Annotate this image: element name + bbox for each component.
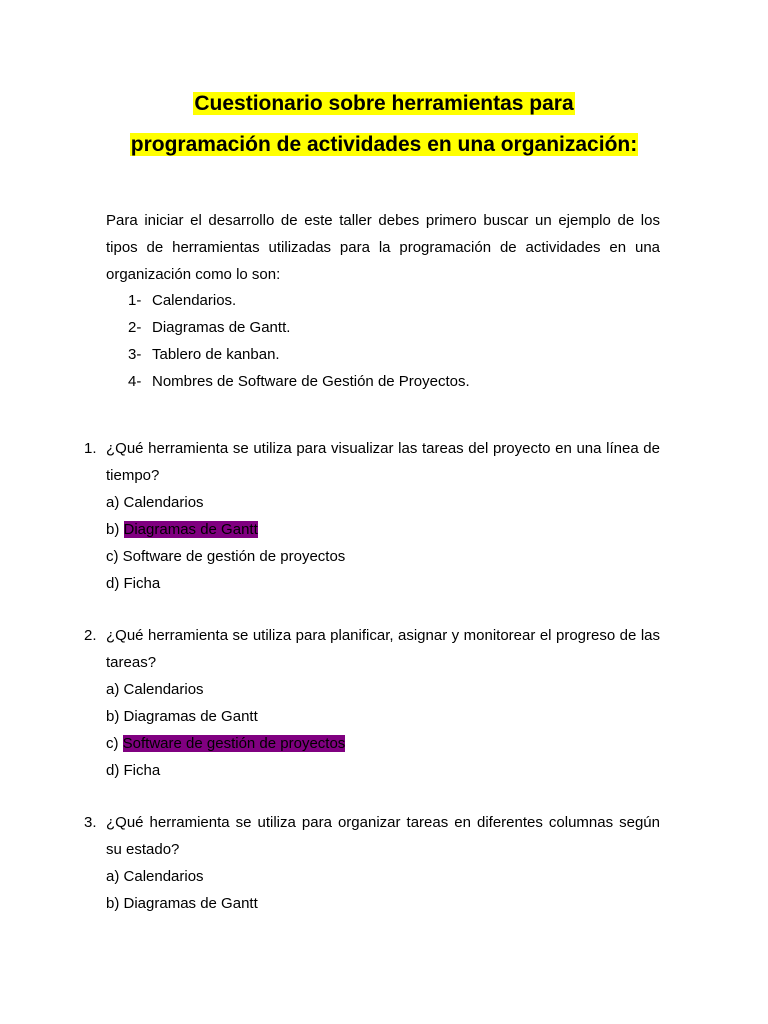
answer-options <box>106 676 660 784</box>
tools-list-item <box>128 314 470 341</box>
option-label: Ficha <box>123 762 161 779</box>
option-letter: b) <box>106 521 120 538</box>
answer-option <box>106 516 660 543</box>
option-letter: a) <box>106 494 120 511</box>
option-label: Calendarios <box>123 494 204 511</box>
tools-item-number: 3- <box>128 346 142 363</box>
option-label: Diagramas de Gantt <box>123 708 258 725</box>
answer-option <box>106 703 660 730</box>
question-number: 3. <box>84 814 97 831</box>
question-text: ¿Qué herramienta se utiliza para organizar tareas en diferentes columnas según su estado? <box>106 814 660 858</box>
title-line-1 <box>0 91 768 117</box>
answer-options <box>106 863 660 917</box>
answer-option <box>106 730 660 757</box>
option-label: Calendarios <box>123 868 204 885</box>
answer-option <box>106 890 660 917</box>
answer-option <box>106 543 660 570</box>
answer-options <box>106 489 660 597</box>
answer-option <box>106 570 660 597</box>
title-line-2 <box>0 132 768 158</box>
question-2 <box>84 622 660 784</box>
question-text: ¿Qué herramienta se utiliza para visualizar las tareas del proyecto en una línea de tiempo? <box>106 440 660 484</box>
question-1 <box>84 435 660 597</box>
option-label: Diagramas de Gantt <box>123 895 258 912</box>
question-text: ¿Qué herramienta se utiliza para planificar, asignar y monitorear el progreso de las tareas? <box>106 627 660 671</box>
option-letter: a) <box>106 681 120 698</box>
question-header <box>84 435 660 489</box>
question-header <box>84 809 660 863</box>
tools-item-number: 4- <box>128 373 142 390</box>
tools-list <box>128 287 470 395</box>
answer-option <box>106 757 660 784</box>
answer-option <box>106 676 660 703</box>
option-label: Calendarios <box>123 681 204 698</box>
option-letter: c) <box>106 735 119 752</box>
title-highlight: Cuestionario sobre herramientas para <box>194 92 574 115</box>
tools-list-item <box>128 368 470 395</box>
tools-item-label: Nombres de Software de Gestión de Proyectos. <box>152 373 470 390</box>
option-letter: b) <box>106 708 120 725</box>
question-header <box>84 622 660 676</box>
tools-item-number: 2- <box>128 319 142 336</box>
option-label: Software de gestión de proyectos <box>122 548 346 565</box>
option-label: Ficha <box>123 575 161 592</box>
tools-item-number: 1- <box>128 292 142 309</box>
tools-item-label: Calendarios. <box>152 292 237 309</box>
option-letter: b) <box>106 895 120 912</box>
option-letter: a) <box>106 868 120 885</box>
option-label-highlighted: Diagramas de Gantt <box>123 521 258 538</box>
tools-item-label: Diagramas de Gantt. <box>152 319 291 336</box>
title-highlight: programación de actividades en una organización: <box>130 133 638 156</box>
tools-item-label: Tablero de kanban. <box>152 346 280 363</box>
question-number: 2. <box>84 627 97 644</box>
option-letter: c) <box>106 548 119 565</box>
option-letter: d) <box>106 575 120 592</box>
option-letter: d) <box>106 762 120 779</box>
question-3 <box>84 809 660 917</box>
tools-list-item <box>128 341 470 368</box>
answer-option <box>106 863 660 890</box>
intro-paragraph: Para iniciar el desarrollo de este taller debes primero buscar un ejemplo de los tipos de herramientas utilizadas para la programación de actividades en una organización como lo son: <box>106 212 660 283</box>
answer-option <box>106 489 660 516</box>
question-number: 1. <box>84 440 97 457</box>
tools-list-item <box>128 287 470 314</box>
option-label-highlighted: Software de gestión de proyectos <box>122 735 346 752</box>
